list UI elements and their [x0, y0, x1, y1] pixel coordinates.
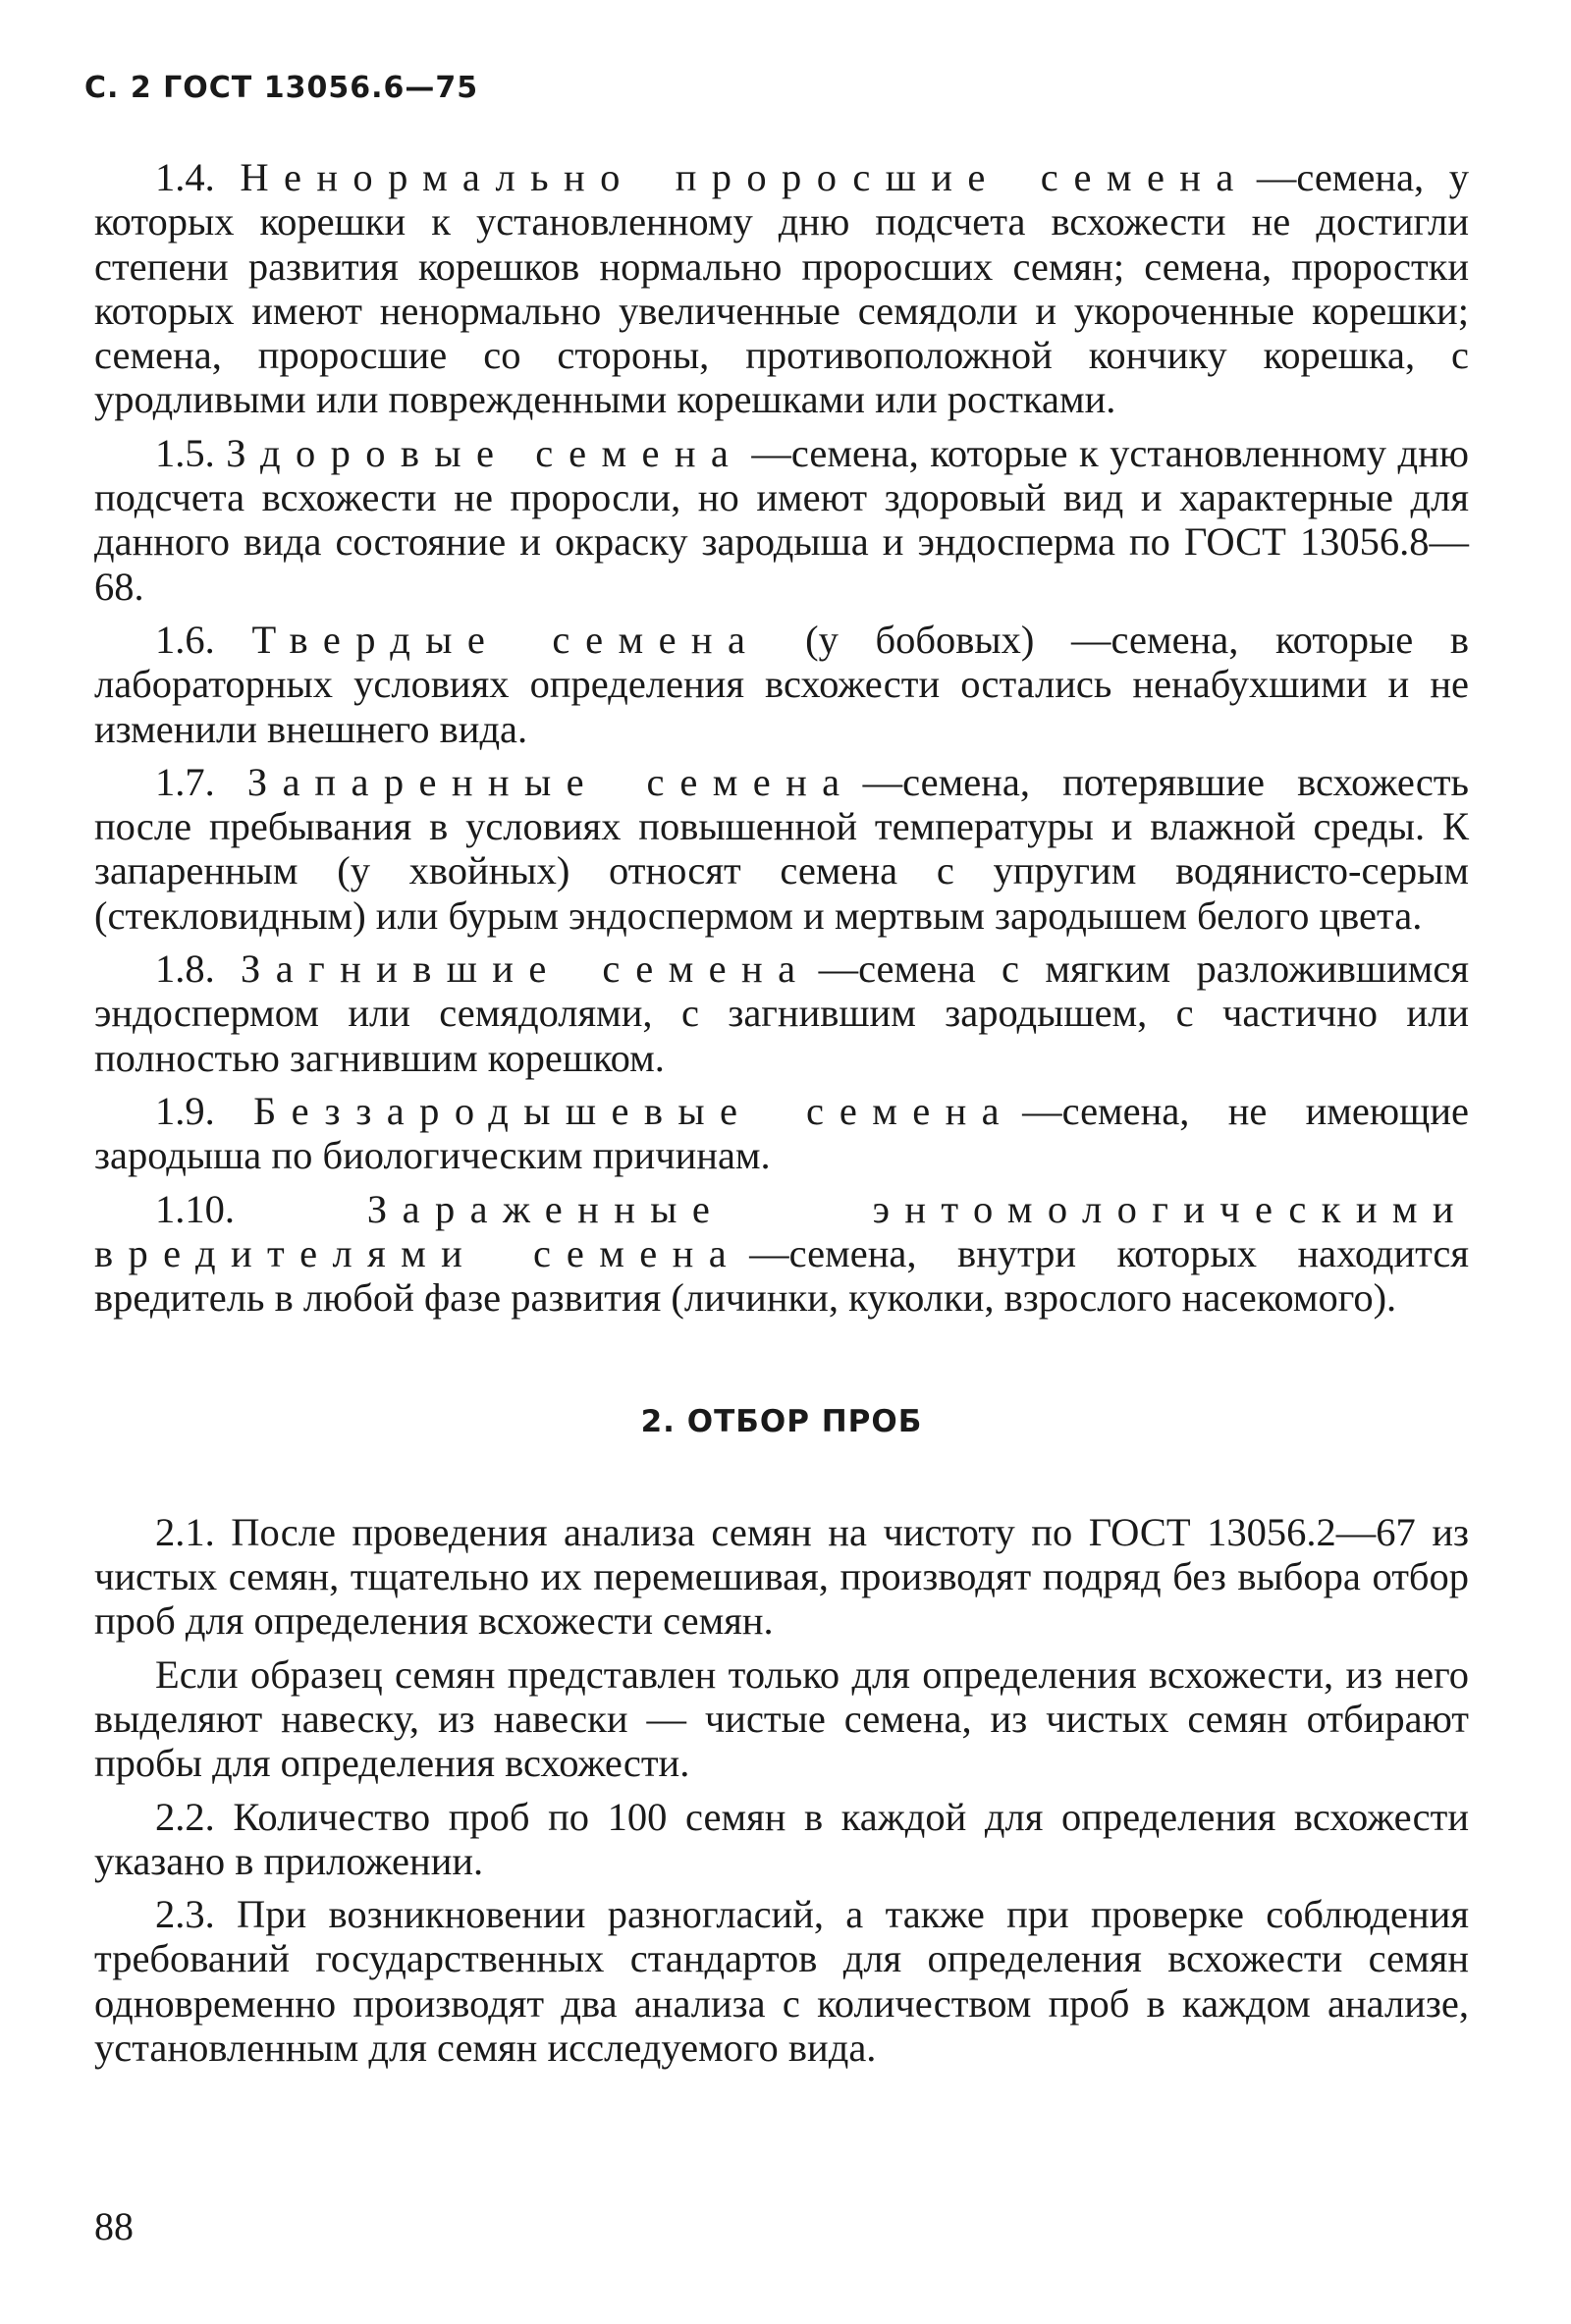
paragraph-2-3: 2.3. При возникновении разногласий, а также при проверке соблюдения требований государственных стандартов для определения всхожести семян одновременно производят два анализа с количеством проб в каждом анализе, установленным для семян исследуемого вида.	[94, 1892, 1469, 2070]
paragraph-2-2: 2.2. Количество проб по 100 семян в каждой для определения всхожести указано в приложении.	[94, 1794, 1469, 1883]
item-term: Ненормально проросшие семена	[240, 155, 1249, 199]
item-dash: —	[862, 759, 903, 804]
item-text: семена, которые в лабораторных условиях определения всхожести остались ненабухшими и не изменили внешнего вида.	[94, 617, 1469, 751]
item-dash: —	[1256, 155, 1297, 199]
item-term: Запаренные семена	[246, 759, 855, 804]
item-1-4	[94, 155, 1469, 422]
item-term: Загнившие семена	[241, 946, 811, 992]
page-number: 88	[94, 2204, 134, 2248]
item-number: 1.6.	[155, 617, 215, 662]
item-text: семена, потерявшие всхожесть после пребывания в условиях повышенной температуры и влажной среды. К запаренным (у хвойных) относят семена с упругим водянисто-серым (стекловидным) или бурым эндоспермом и мертвым зародышем белого цвета.	[94, 759, 1469, 938]
item-number: 1.5.	[155, 430, 215, 475]
item-1-10	[94, 1187, 1469, 1321]
item-number: 1.9.	[155, 1088, 215, 1133]
page-body	[94, 155, 1469, 2079]
item-1-5	[94, 431, 1469, 609]
paragraph-2-1: 2.1. После проведения анализа семян на чистоту по ГОСТ 13056.2—67 из чистых семян, тщательно их перемешивая, производят подряд без выбора отбор проб для определения всхожести семян.	[94, 1509, 1469, 1644]
item-1-9	[94, 1089, 1469, 1178]
item-text: семена с мягким разложившимся эндоспермом или семядолями, с загнившим зародышем, с частично или полностью загнившим корешком.	[94, 946, 1470, 1080]
item-term: Беззародышевые семена	[253, 1088, 1015, 1133]
item-text: семена, не имеющие зародыша по биологическим причинам.	[94, 1088, 1469, 1178]
item-1-7	[94, 760, 1469, 938]
item-dash: —	[818, 946, 859, 992]
item-number: 1.8.	[155, 946, 215, 992]
section-title: 2. ОТБОР ПРОБ	[640, 1404, 923, 1440]
item-number: 1.7.	[155, 759, 215, 804]
item-text: семена, которые к установленному дню подсчета всхожести не проросли, но имеют здоровый вид и характерные для данного вида состояние и окраску зародыша и эндосперма по ГОСТ 13056.8—68.	[94, 430, 1470, 609]
item-dash: —	[751, 430, 791, 475]
item-dash: (у бобовых) —	[768, 617, 1111, 662]
item-dash: —	[749, 1230, 789, 1275]
item-1-6	[94, 618, 1469, 751]
running-header: С. 2 ГОСТ 13056.6—75	[84, 71, 479, 105]
item-1-8	[94, 946, 1469, 1080]
item-number: 1.10.	[155, 1186, 235, 1231]
item-dash: —	[1022, 1088, 1062, 1133]
paragraph-2-1-cont: Если образец семян представлен только для определения всхожести, из него выделяют навеску, из навески — чистые семена, из чистых семян отбирают пробы для определения всхожести.	[94, 1651, 1469, 1786]
item-term: Зараженные энтомологическими вредителями семена	[94, 1186, 1469, 1275]
item-term: Здоровые семена	[226, 430, 744, 475]
item-text: семена, внутри которых находится вредитель в любой фазе развития (личинки, куколки, взрослого насекомого).	[94, 1230, 1469, 1321]
item-number: 1.4.	[155, 155, 215, 199]
item-text: семена, у которых корешки к установленному дню подсчета всхожести не достигли степени развития корешков нормально проросших семян; семена, проростки которых имеют ненормально увеличенные семядоли и укороченные корешки; семена, проросшие со стороны, противоположной кончику корешка, с уродливыми или поврежденными корешками или ростками.	[94, 155, 1470, 422]
item-term: Твердые семена	[251, 617, 761, 662]
